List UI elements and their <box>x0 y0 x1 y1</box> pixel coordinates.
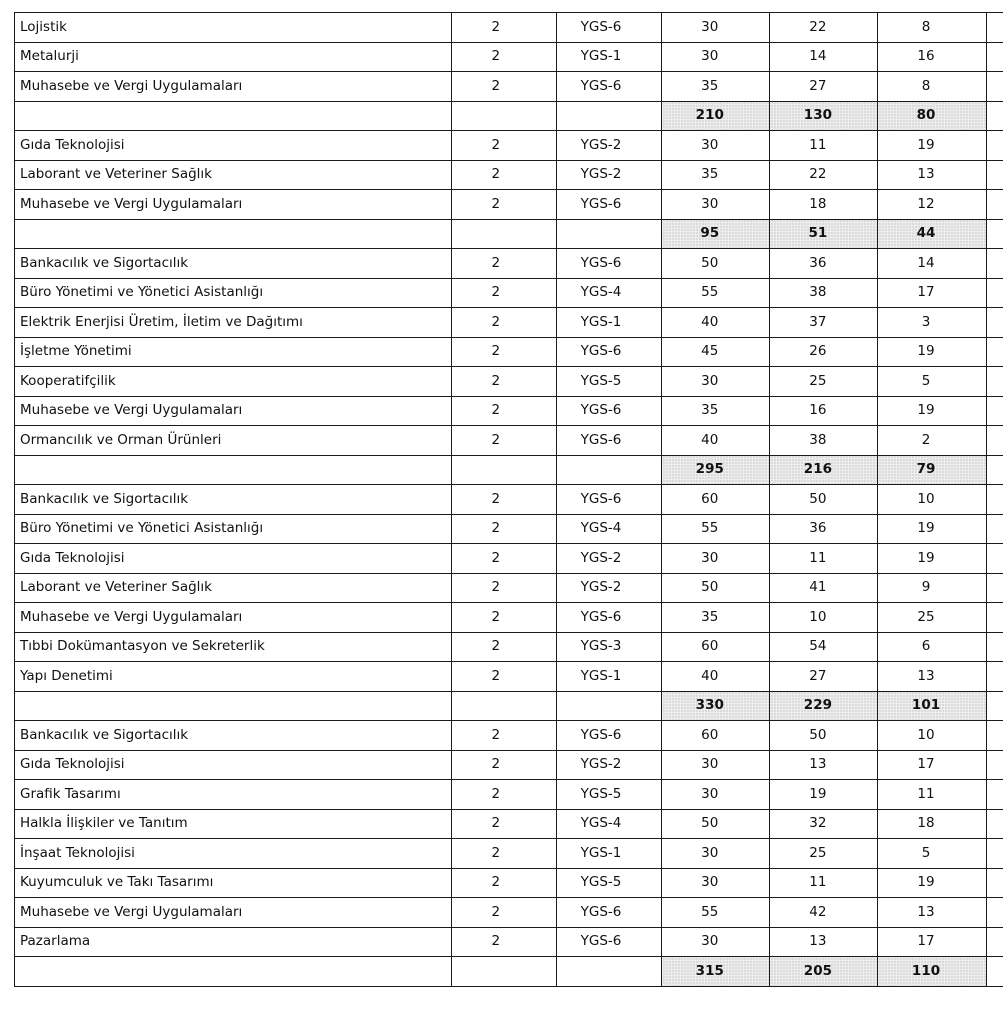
score-type-cell: YGS-2 <box>556 750 661 780</box>
program-name-cell: Bankacılık ve Sigortacılık <box>15 721 452 751</box>
trailing-cell <box>986 632 1003 662</box>
trailing-cell <box>986 13 1003 43</box>
quota-cell: 30 <box>662 780 770 810</box>
table-row <box>15 160 1003 190</box>
trailing-cell <box>986 131 1003 161</box>
vacant-cell: 5 <box>878 839 986 869</box>
quota-cell: 30 <box>662 750 770 780</box>
score-type-cell: YGS-2 <box>556 131 661 161</box>
program-name-cell: Laborant ve Veteriner Sağlık <box>15 160 452 190</box>
quota-cell: 30 <box>662 13 770 43</box>
quota-cell: 60 <box>662 632 770 662</box>
table-row <box>15 308 1003 338</box>
placed-cell: 19 <box>770 780 878 810</box>
duration-cell: 2 <box>451 780 556 810</box>
quota-cell: 95 <box>662 219 770 249</box>
program-name-cell <box>15 219 452 249</box>
subtotal-row <box>15 957 1003 987</box>
program-name-cell: Ormancılık ve Orman Ürünleri <box>15 426 452 456</box>
trailing-cell <box>986 868 1003 898</box>
program-name-cell: İşletme Yönetimi <box>15 337 452 367</box>
placed-cell: 51 <box>770 219 878 249</box>
program-name-cell: Laborant ve Veteriner Sağlık <box>15 573 452 603</box>
trailing-cell <box>986 455 1003 485</box>
quota-cell: 30 <box>662 131 770 161</box>
trailing-cell <box>986 426 1003 456</box>
duration-cell: 2 <box>451 485 556 515</box>
vacant-cell: 13 <box>878 160 986 190</box>
placed-cell: 27 <box>770 662 878 692</box>
score-type-cell: YGS-6 <box>556 396 661 426</box>
subtotal-row <box>15 691 1003 721</box>
table-row <box>15 131 1003 161</box>
quota-cell: 45 <box>662 337 770 367</box>
program-name-cell: Elektrik Enerjisi Üretim, İletim ve Dağıtımı <box>15 308 452 338</box>
quota-cell: 210 <box>662 101 770 131</box>
duration-cell: 2 <box>451 544 556 574</box>
vacant-cell: 44 <box>878 219 986 249</box>
duration-cell: 2 <box>451 278 556 308</box>
score-type-cell: YGS-6 <box>556 927 661 957</box>
placed-cell: 18 <box>770 190 878 220</box>
score-type-cell: YGS-6 <box>556 190 661 220</box>
table-row <box>15 573 1003 603</box>
score-type-cell: YGS-5 <box>556 367 661 397</box>
placed-cell: 27 <box>770 72 878 102</box>
vacant-cell: 17 <box>878 927 986 957</box>
duration-cell: 2 <box>451 868 556 898</box>
placed-cell: 25 <box>770 839 878 869</box>
trailing-cell <box>986 485 1003 515</box>
score-type-cell: YGS-3 <box>556 632 661 662</box>
quota-cell: 60 <box>662 485 770 515</box>
placed-cell: 11 <box>770 868 878 898</box>
quota-cell: 60 <box>662 721 770 751</box>
placed-cell: 54 <box>770 632 878 662</box>
placed-cell: 11 <box>770 544 878 574</box>
table-row <box>15 662 1003 692</box>
program-name-cell <box>15 101 452 131</box>
duration-cell: 2 <box>451 160 556 190</box>
trailing-cell <box>986 160 1003 190</box>
trailing-cell <box>986 396 1003 426</box>
trailing-cell <box>986 750 1003 780</box>
subtotal-row <box>15 219 1003 249</box>
duration-cell: 2 <box>451 367 556 397</box>
placed-cell: 25 <box>770 367 878 397</box>
trailing-cell <box>986 337 1003 367</box>
table-row <box>15 603 1003 633</box>
placed-cell: 36 <box>770 514 878 544</box>
table-row <box>15 544 1003 574</box>
quota-cell: 55 <box>662 898 770 928</box>
program-name-cell: Muhasebe ve Vergi Uygulamaları <box>15 603 452 633</box>
table-row <box>15 632 1003 662</box>
duration-cell: 2 <box>451 927 556 957</box>
subtotal-row <box>15 101 1003 131</box>
table-row <box>15 249 1003 279</box>
vacant-cell: 10 <box>878 721 986 751</box>
placed-cell: 37 <box>770 308 878 338</box>
table-row <box>15 750 1003 780</box>
placed-cell: 32 <box>770 809 878 839</box>
vacant-cell: 17 <box>878 278 986 308</box>
score-type-cell <box>556 219 661 249</box>
quota-cell: 50 <box>662 249 770 279</box>
table-row <box>15 13 1003 43</box>
quota-cell: 30 <box>662 544 770 574</box>
trailing-cell <box>986 780 1003 810</box>
score-type-cell: YGS-6 <box>556 13 661 43</box>
trailing-cell <box>986 219 1003 249</box>
vacant-cell: 79 <box>878 455 986 485</box>
score-type-cell: YGS-2 <box>556 160 661 190</box>
program-name-cell <box>15 455 452 485</box>
score-type-cell: YGS-6 <box>556 72 661 102</box>
placed-cell: 10 <box>770 603 878 633</box>
table-row <box>15 396 1003 426</box>
duration-cell: 2 <box>451 337 556 367</box>
score-type-cell: YGS-6 <box>556 485 661 515</box>
trailing-cell <box>986 573 1003 603</box>
quota-cell: 50 <box>662 809 770 839</box>
trailing-cell <box>986 839 1003 869</box>
duration-cell <box>451 957 556 987</box>
duration-cell <box>451 691 556 721</box>
duration-cell: 2 <box>451 514 556 544</box>
program-name-cell <box>15 957 452 987</box>
trailing-cell <box>986 72 1003 102</box>
placed-cell: 41 <box>770 573 878 603</box>
program-name-cell: Bankacılık ve Sigortacılık <box>15 249 452 279</box>
program-name-cell: Muhasebe ve Vergi Uygulamaları <box>15 898 452 928</box>
program-name-cell: Yapı Denetimi <box>15 662 452 692</box>
quota-cell: 30 <box>662 190 770 220</box>
quota-cell: 30 <box>662 42 770 72</box>
score-type-cell: YGS-4 <box>556 514 661 544</box>
program-name-cell: Gıda Teknolojisi <box>15 544 452 574</box>
quota-cell: 330 <box>662 691 770 721</box>
score-type-cell: YGS-6 <box>556 898 661 928</box>
placed-cell: 13 <box>770 750 878 780</box>
program-name-cell: Büro Yönetimi ve Yönetici Asistanlığı <box>15 278 452 308</box>
duration-cell: 2 <box>451 249 556 279</box>
trailing-cell <box>986 278 1003 308</box>
score-type-cell <box>556 957 661 987</box>
duration-cell: 2 <box>451 13 556 43</box>
placed-cell: 14 <box>770 42 878 72</box>
program-name-cell: İnşaat Teknolojisi <box>15 839 452 869</box>
trailing-cell <box>986 514 1003 544</box>
score-type-cell: YGS-1 <box>556 839 661 869</box>
vacant-cell: 110 <box>878 957 986 987</box>
quota-cell: 295 <box>662 455 770 485</box>
score-type-cell: YGS-6 <box>556 426 661 456</box>
table-row <box>15 898 1003 928</box>
quota-cell: 315 <box>662 957 770 987</box>
table-row <box>15 337 1003 367</box>
vacant-cell: 18 <box>878 809 986 839</box>
program-name-cell: Bankacılık ve Sigortacılık <box>15 485 452 515</box>
duration-cell: 2 <box>451 131 556 161</box>
placed-cell: 50 <box>770 721 878 751</box>
program-name-cell: Metalurji <box>15 42 452 72</box>
duration-cell <box>451 101 556 131</box>
trailing-cell <box>986 927 1003 957</box>
program-name-cell: Gıda Teknolojisi <box>15 750 452 780</box>
trailing-cell <box>986 721 1003 751</box>
duration-cell: 2 <box>451 632 556 662</box>
vacant-cell: 80 <box>878 101 986 131</box>
placed-cell: 26 <box>770 337 878 367</box>
quota-cell: 55 <box>662 278 770 308</box>
program-name-cell <box>15 691 452 721</box>
vacant-cell: 19 <box>878 131 986 161</box>
table-row <box>15 809 1003 839</box>
table-row <box>15 780 1003 810</box>
table-row <box>15 426 1003 456</box>
placed-cell: 205 <box>770 957 878 987</box>
placed-cell: 11 <box>770 131 878 161</box>
placed-cell: 16 <box>770 396 878 426</box>
vacant-cell: 6 <box>878 632 986 662</box>
trailing-cell <box>986 308 1003 338</box>
placed-cell: 36 <box>770 249 878 279</box>
quota-cell: 50 <box>662 573 770 603</box>
score-type-cell <box>556 101 661 131</box>
table-row <box>15 190 1003 220</box>
duration-cell: 2 <box>451 898 556 928</box>
placed-cell: 229 <box>770 691 878 721</box>
vacant-cell: 14 <box>878 249 986 279</box>
vacant-cell: 2 <box>878 426 986 456</box>
table-row <box>15 514 1003 544</box>
program-name-cell: Kuyumculuk ve Takı Tasarımı <box>15 868 452 898</box>
trailing-cell <box>986 809 1003 839</box>
program-name-cell: Kooperatifçilik <box>15 367 452 397</box>
vacant-cell: 17 <box>878 750 986 780</box>
quota-cell: 35 <box>662 396 770 426</box>
quota-cell: 40 <box>662 308 770 338</box>
score-type-cell: YGS-1 <box>556 308 661 338</box>
program-name-cell: Büro Yönetimi ve Yönetici Asistanlığı <box>15 514 452 544</box>
trailing-cell <box>986 957 1003 987</box>
placed-cell: 22 <box>770 160 878 190</box>
score-type-cell: YGS-4 <box>556 278 661 308</box>
duration-cell: 2 <box>451 809 556 839</box>
duration-cell <box>451 455 556 485</box>
table-row <box>15 721 1003 751</box>
score-type-cell: YGS-6 <box>556 603 661 633</box>
quota-cell: 30 <box>662 367 770 397</box>
program-name-cell: Muhasebe ve Vergi Uygulamaları <box>15 396 452 426</box>
quota-cell: 55 <box>662 514 770 544</box>
quota-cell: 35 <box>662 603 770 633</box>
table-body <box>15 13 1003 987</box>
duration-cell: 2 <box>451 603 556 633</box>
program-name-cell: Muhasebe ve Vergi Uygulamaları <box>15 190 452 220</box>
table-row <box>15 839 1003 869</box>
duration-cell: 2 <box>451 721 556 751</box>
program-name-cell: Halkla İlişkiler ve Tanıtım <box>15 809 452 839</box>
vacant-cell: 5 <box>878 367 986 397</box>
duration-cell: 2 <box>451 308 556 338</box>
vacant-cell: 13 <box>878 898 986 928</box>
table-row <box>15 868 1003 898</box>
program-name-cell: Gıda Teknolojisi <box>15 131 452 161</box>
vacant-cell: 8 <box>878 13 986 43</box>
score-type-cell: YGS-5 <box>556 780 661 810</box>
program-name-cell: Tıbbi Dokümantasyon ve Sekreterlik <box>15 632 452 662</box>
quota-cell: 30 <box>662 868 770 898</box>
table-row <box>15 485 1003 515</box>
score-type-cell: YGS-4 <box>556 809 661 839</box>
score-type-cell <box>556 691 661 721</box>
quota-cell: 40 <box>662 426 770 456</box>
vacant-cell: 19 <box>878 544 986 574</box>
vacant-cell: 25 <box>878 603 986 633</box>
placed-cell: 42 <box>770 898 878 928</box>
duration-cell: 2 <box>451 839 556 869</box>
trailing-cell <box>986 42 1003 72</box>
score-type-cell: YGS-1 <box>556 42 661 72</box>
subtotal-row <box>15 455 1003 485</box>
trailing-cell <box>986 190 1003 220</box>
program-quota-table <box>14 12 1003 987</box>
trailing-cell <box>986 662 1003 692</box>
duration-cell <box>451 219 556 249</box>
duration-cell: 2 <box>451 573 556 603</box>
placed-cell: 50 <box>770 485 878 515</box>
duration-cell: 2 <box>451 662 556 692</box>
table-row <box>15 72 1003 102</box>
duration-cell: 2 <box>451 426 556 456</box>
trailing-cell <box>986 101 1003 131</box>
vacant-cell: 19 <box>878 396 986 426</box>
quota-cell: 40 <box>662 662 770 692</box>
trailing-cell <box>986 603 1003 633</box>
trailing-cell <box>986 691 1003 721</box>
trailing-cell <box>986 367 1003 397</box>
vacant-cell: 16 <box>878 42 986 72</box>
quota-cell: 35 <box>662 160 770 190</box>
vacant-cell: 19 <box>878 868 986 898</box>
placed-cell: 130 <box>770 101 878 131</box>
program-name-cell: Lojistik <box>15 13 452 43</box>
vacant-cell: 13 <box>878 662 986 692</box>
score-type-cell <box>556 455 661 485</box>
quota-cell: 35 <box>662 72 770 102</box>
placed-cell: 22 <box>770 13 878 43</box>
duration-cell: 2 <box>451 42 556 72</box>
vacant-cell: 10 <box>878 485 986 515</box>
quota-cell: 30 <box>662 927 770 957</box>
program-name-cell: Grafik Tasarımı <box>15 780 452 810</box>
vacant-cell: 101 <box>878 691 986 721</box>
program-name-cell: Muhasebe ve Vergi Uygulamaları <box>15 72 452 102</box>
placed-cell: 13 <box>770 927 878 957</box>
vacant-cell: 9 <box>878 573 986 603</box>
score-type-cell: YGS-6 <box>556 721 661 751</box>
vacant-cell: 3 <box>878 308 986 338</box>
score-type-cell: YGS-2 <box>556 573 661 603</box>
score-type-cell: YGS-6 <box>556 337 661 367</box>
program-name-cell: Pazarlama <box>15 927 452 957</box>
score-type-cell: YGS-1 <box>556 662 661 692</box>
duration-cell: 2 <box>451 72 556 102</box>
placed-cell: 216 <box>770 455 878 485</box>
table-row <box>15 367 1003 397</box>
placed-cell: 38 <box>770 426 878 456</box>
score-type-cell: YGS-5 <box>556 868 661 898</box>
table-row <box>15 927 1003 957</box>
placed-cell: 38 <box>770 278 878 308</box>
vacant-cell: 19 <box>878 337 986 367</box>
vacant-cell: 19 <box>878 514 986 544</box>
score-type-cell: YGS-6 <box>556 249 661 279</box>
duration-cell: 2 <box>451 396 556 426</box>
quota-cell: 30 <box>662 839 770 869</box>
vacant-cell: 8 <box>878 72 986 102</box>
vacant-cell: 12 <box>878 190 986 220</box>
score-type-cell: YGS-2 <box>556 544 661 574</box>
trailing-cell <box>986 898 1003 928</box>
table-row <box>15 42 1003 72</box>
duration-cell: 2 <box>451 190 556 220</box>
trailing-cell <box>986 249 1003 279</box>
duration-cell: 2 <box>451 750 556 780</box>
vacant-cell: 11 <box>878 780 986 810</box>
table-row <box>15 278 1003 308</box>
trailing-cell <box>986 544 1003 574</box>
